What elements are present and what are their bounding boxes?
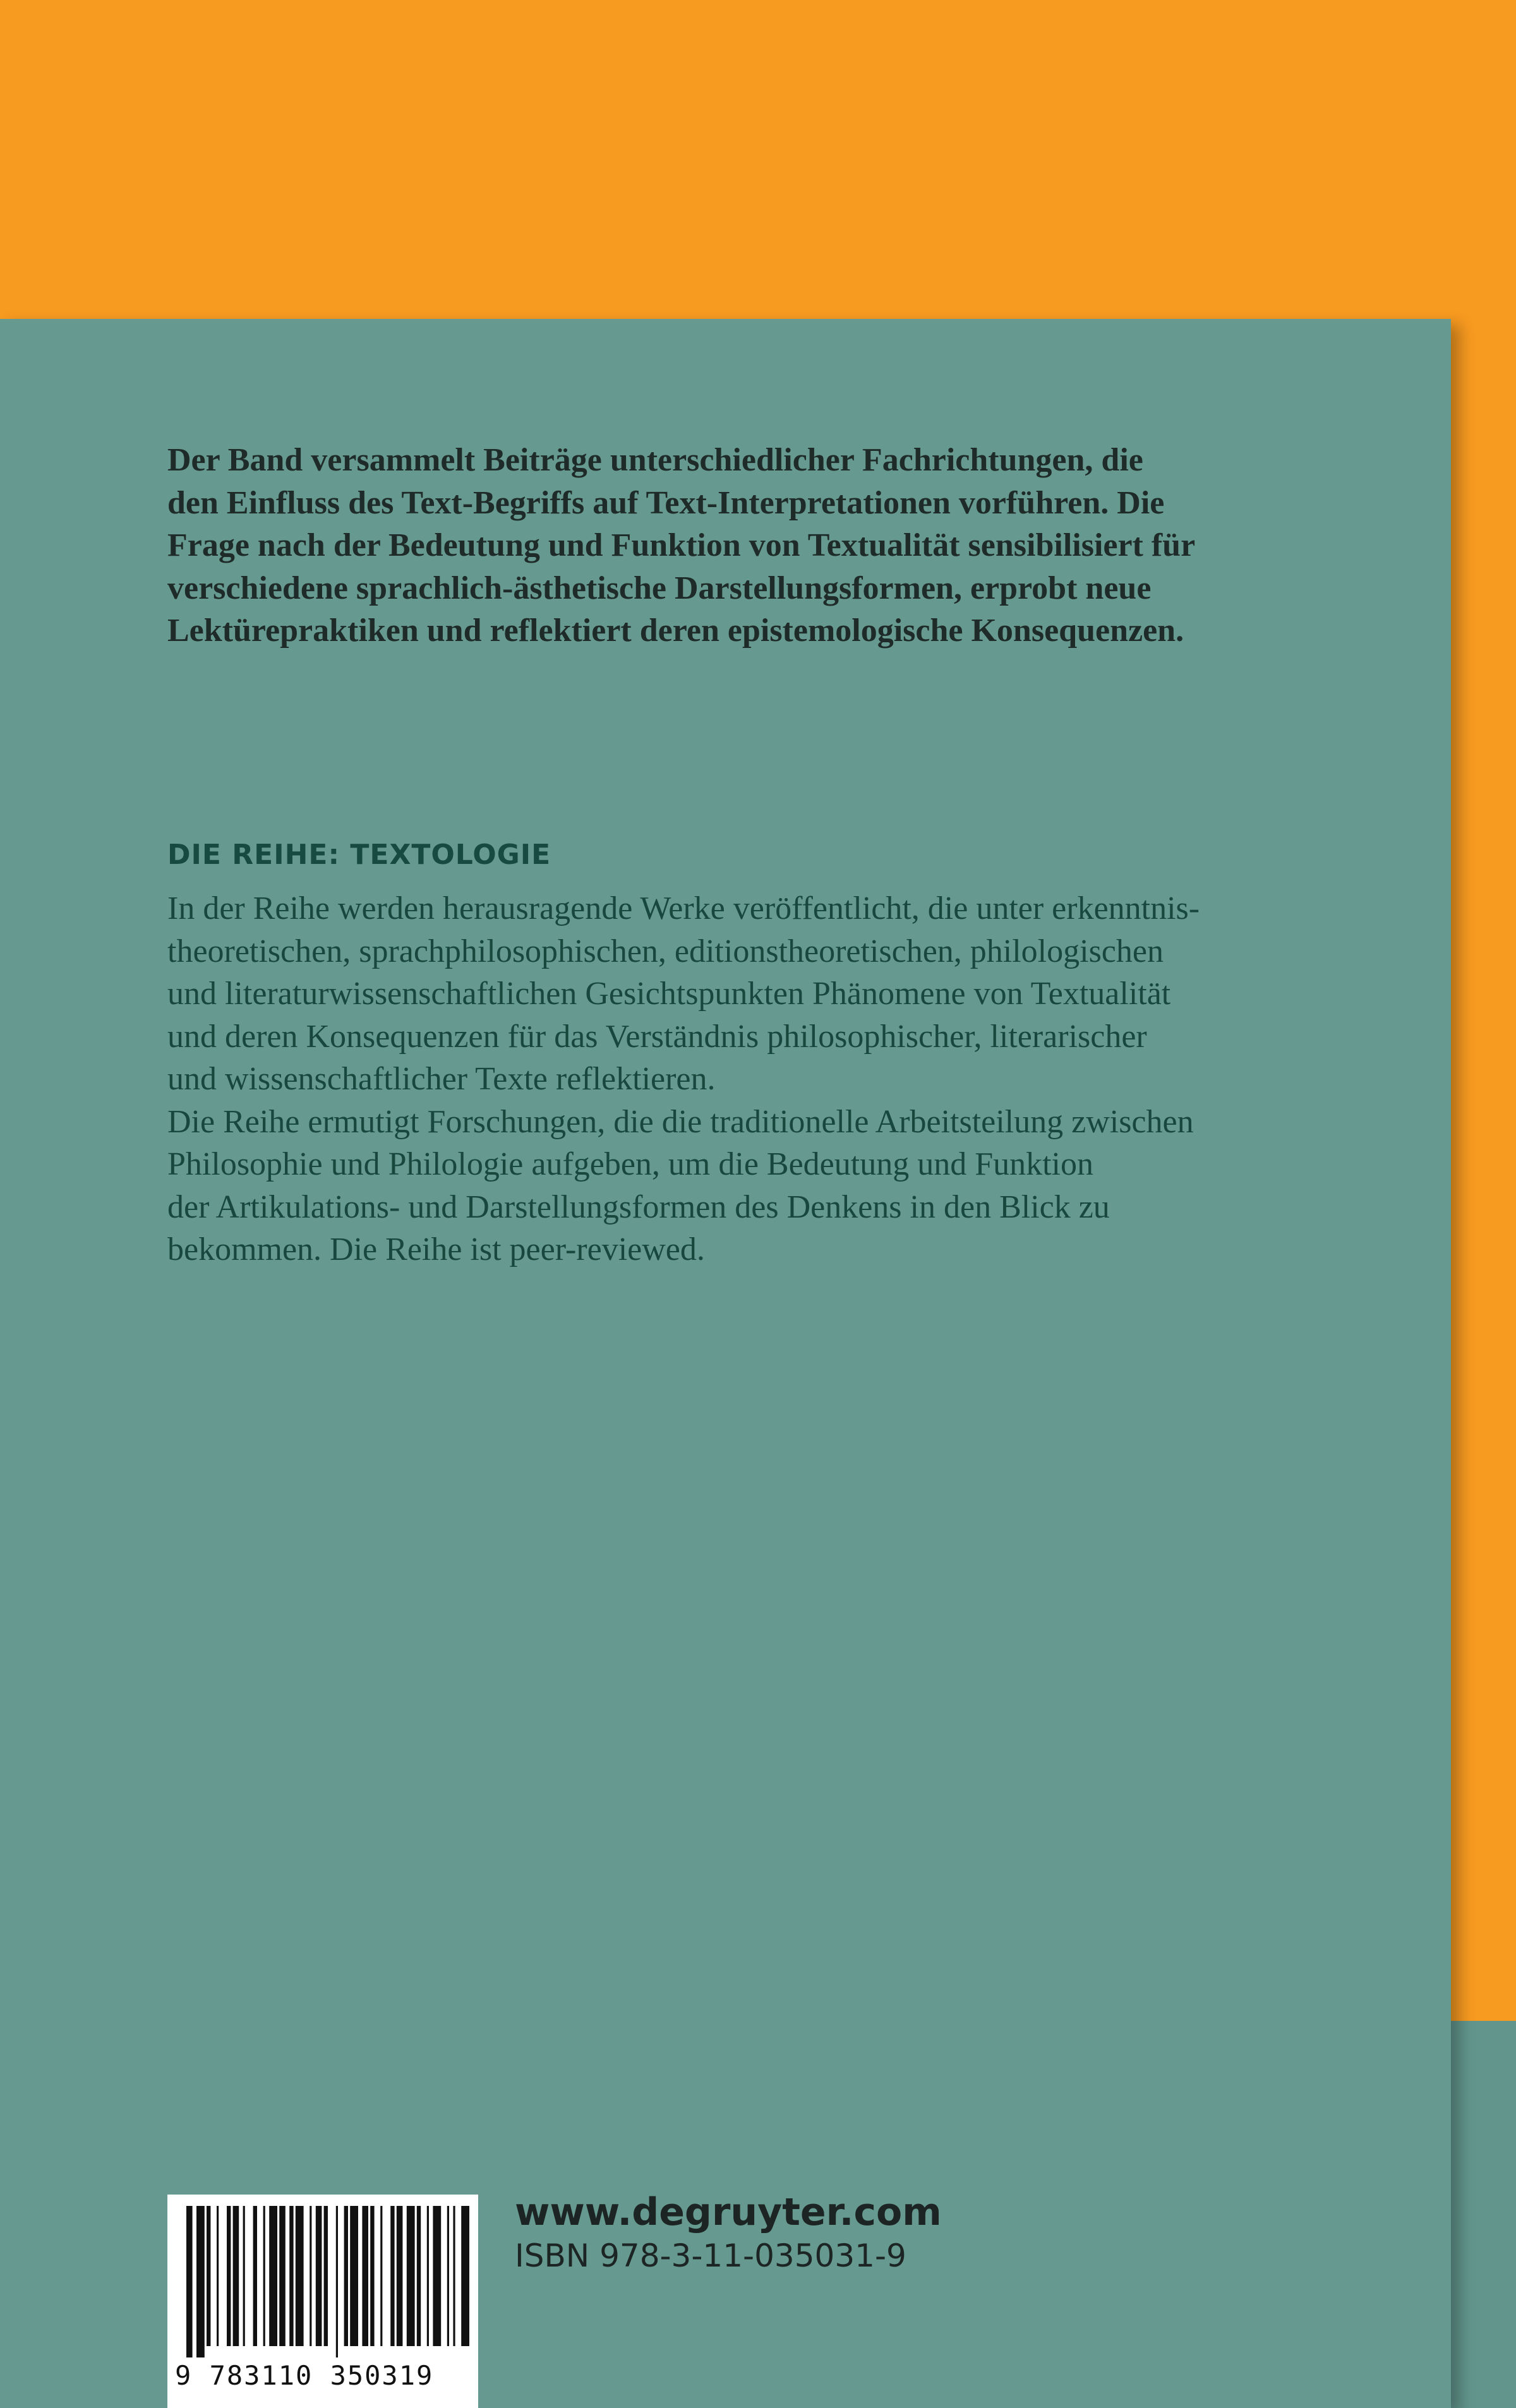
blurb-line: Lektürepraktiken und reflektiert deren epistemologische Konsequenzen.	[167, 613, 1184, 649]
series-line: und deren Konsequenzen für das Verständnis philosophischer, literarischer	[167, 1018, 1147, 1055]
barcode-bar	[433, 2206, 441, 2346]
barcode-bar	[310, 2206, 311, 2346]
barcode-bar	[289, 2206, 293, 2346]
publisher-url[interactable]: www.degruyter.com	[515, 2190, 942, 2234]
barcode-bar	[269, 2206, 277, 2346]
series-description	[167, 887, 1368, 1271]
series-line: Philosophie und Philologie aufgeben, um die Bedeutung und Funktion	[167, 1146, 1094, 1182]
barcode-bar	[453, 2206, 455, 2346]
series-line: der Artikulations- und Darstellungsformen des Denkens in den Blick zu	[167, 1189, 1110, 1225]
barcode-bars	[167, 2195, 478, 2360]
barcode-bar	[461, 2206, 469, 2346]
barcode-bar	[253, 2206, 257, 2346]
barcode-bar	[417, 2206, 421, 2346]
barcode-bar	[296, 2206, 304, 2346]
blurb-line: verschiedene sprachlich-ästhetische Darstellungsformen, erprobt neue	[167, 570, 1152, 606]
series-heading: DIE REIHE: TEXTOLOGIE	[167, 839, 551, 871]
series-line: theoretischen, sprachphilosophischen, editionstheoretischen, philologischen	[167, 933, 1164, 969]
series-line: In der Reihe werden herausragende Werke veröffentlicht, die unter erkenntnis-	[167, 890, 1200, 926]
barcode-bar	[279, 2206, 286, 2346]
barcode-bar	[336, 2206, 338, 2357]
barcode	[167, 2195, 478, 2408]
barcode-digits: 9 783110 350319	[175, 2360, 434, 2391]
barcode-bar	[243, 2206, 245, 2346]
barcode-bar	[370, 2206, 374, 2346]
barcode-bar	[407, 2206, 415, 2346]
blurb-line: Der Band versammelt Beiträge unterschiedlicher Fachrichtungen, die	[167, 442, 1143, 478]
isbn-number: ISBN 978-3-11-035031-9	[515, 2237, 906, 2274]
barcode-bar	[427, 2206, 429, 2346]
series-line: Die Reihe ermutigt Forschungen, die die traditionelle Arbeitsteilung zwischen	[167, 1103, 1194, 1140]
barcode-bar	[207, 2206, 210, 2346]
barcode-bar	[380, 2206, 382, 2346]
barcode-bar	[233, 2206, 239, 2346]
barcode-bar	[447, 2206, 449, 2346]
barcode-bar	[196, 2206, 205, 2357]
barcode-bar	[344, 2206, 348, 2346]
barcode-bar	[324, 2206, 328, 2346]
barcode-bar	[397, 2206, 403, 2346]
series-line: und literaturwissenschaftlichen Gesichtspunkten Phänomene von Textualität	[167, 976, 1171, 1012]
barcode-bar	[316, 2206, 322, 2346]
series-line: bekommen. Die Reihe ist peer-reviewed.	[167, 1231, 705, 1267]
barcode-bar	[263, 2206, 265, 2346]
book-blurb	[167, 439, 1368, 652]
blurb-line: den Einfluss des Text-Begriffs auf Text-Interpretationen vorführen. Die	[167, 484, 1165, 521]
barcode-bar	[350, 2206, 358, 2346]
blurb-line: Frage nach der Bedeutung und Funktion von Textualität sensibilisiert für	[167, 527, 1196, 563]
barcode-bar	[390, 2206, 394, 2346]
barcode-bar	[227, 2206, 231, 2346]
barcode-bar	[217, 2206, 219, 2346]
barcode-bar	[362, 2206, 368, 2346]
barcode-bar	[186, 2206, 193, 2357]
series-line: und wissenschaftlicher Texte reflektieren.	[167, 1061, 716, 1097]
